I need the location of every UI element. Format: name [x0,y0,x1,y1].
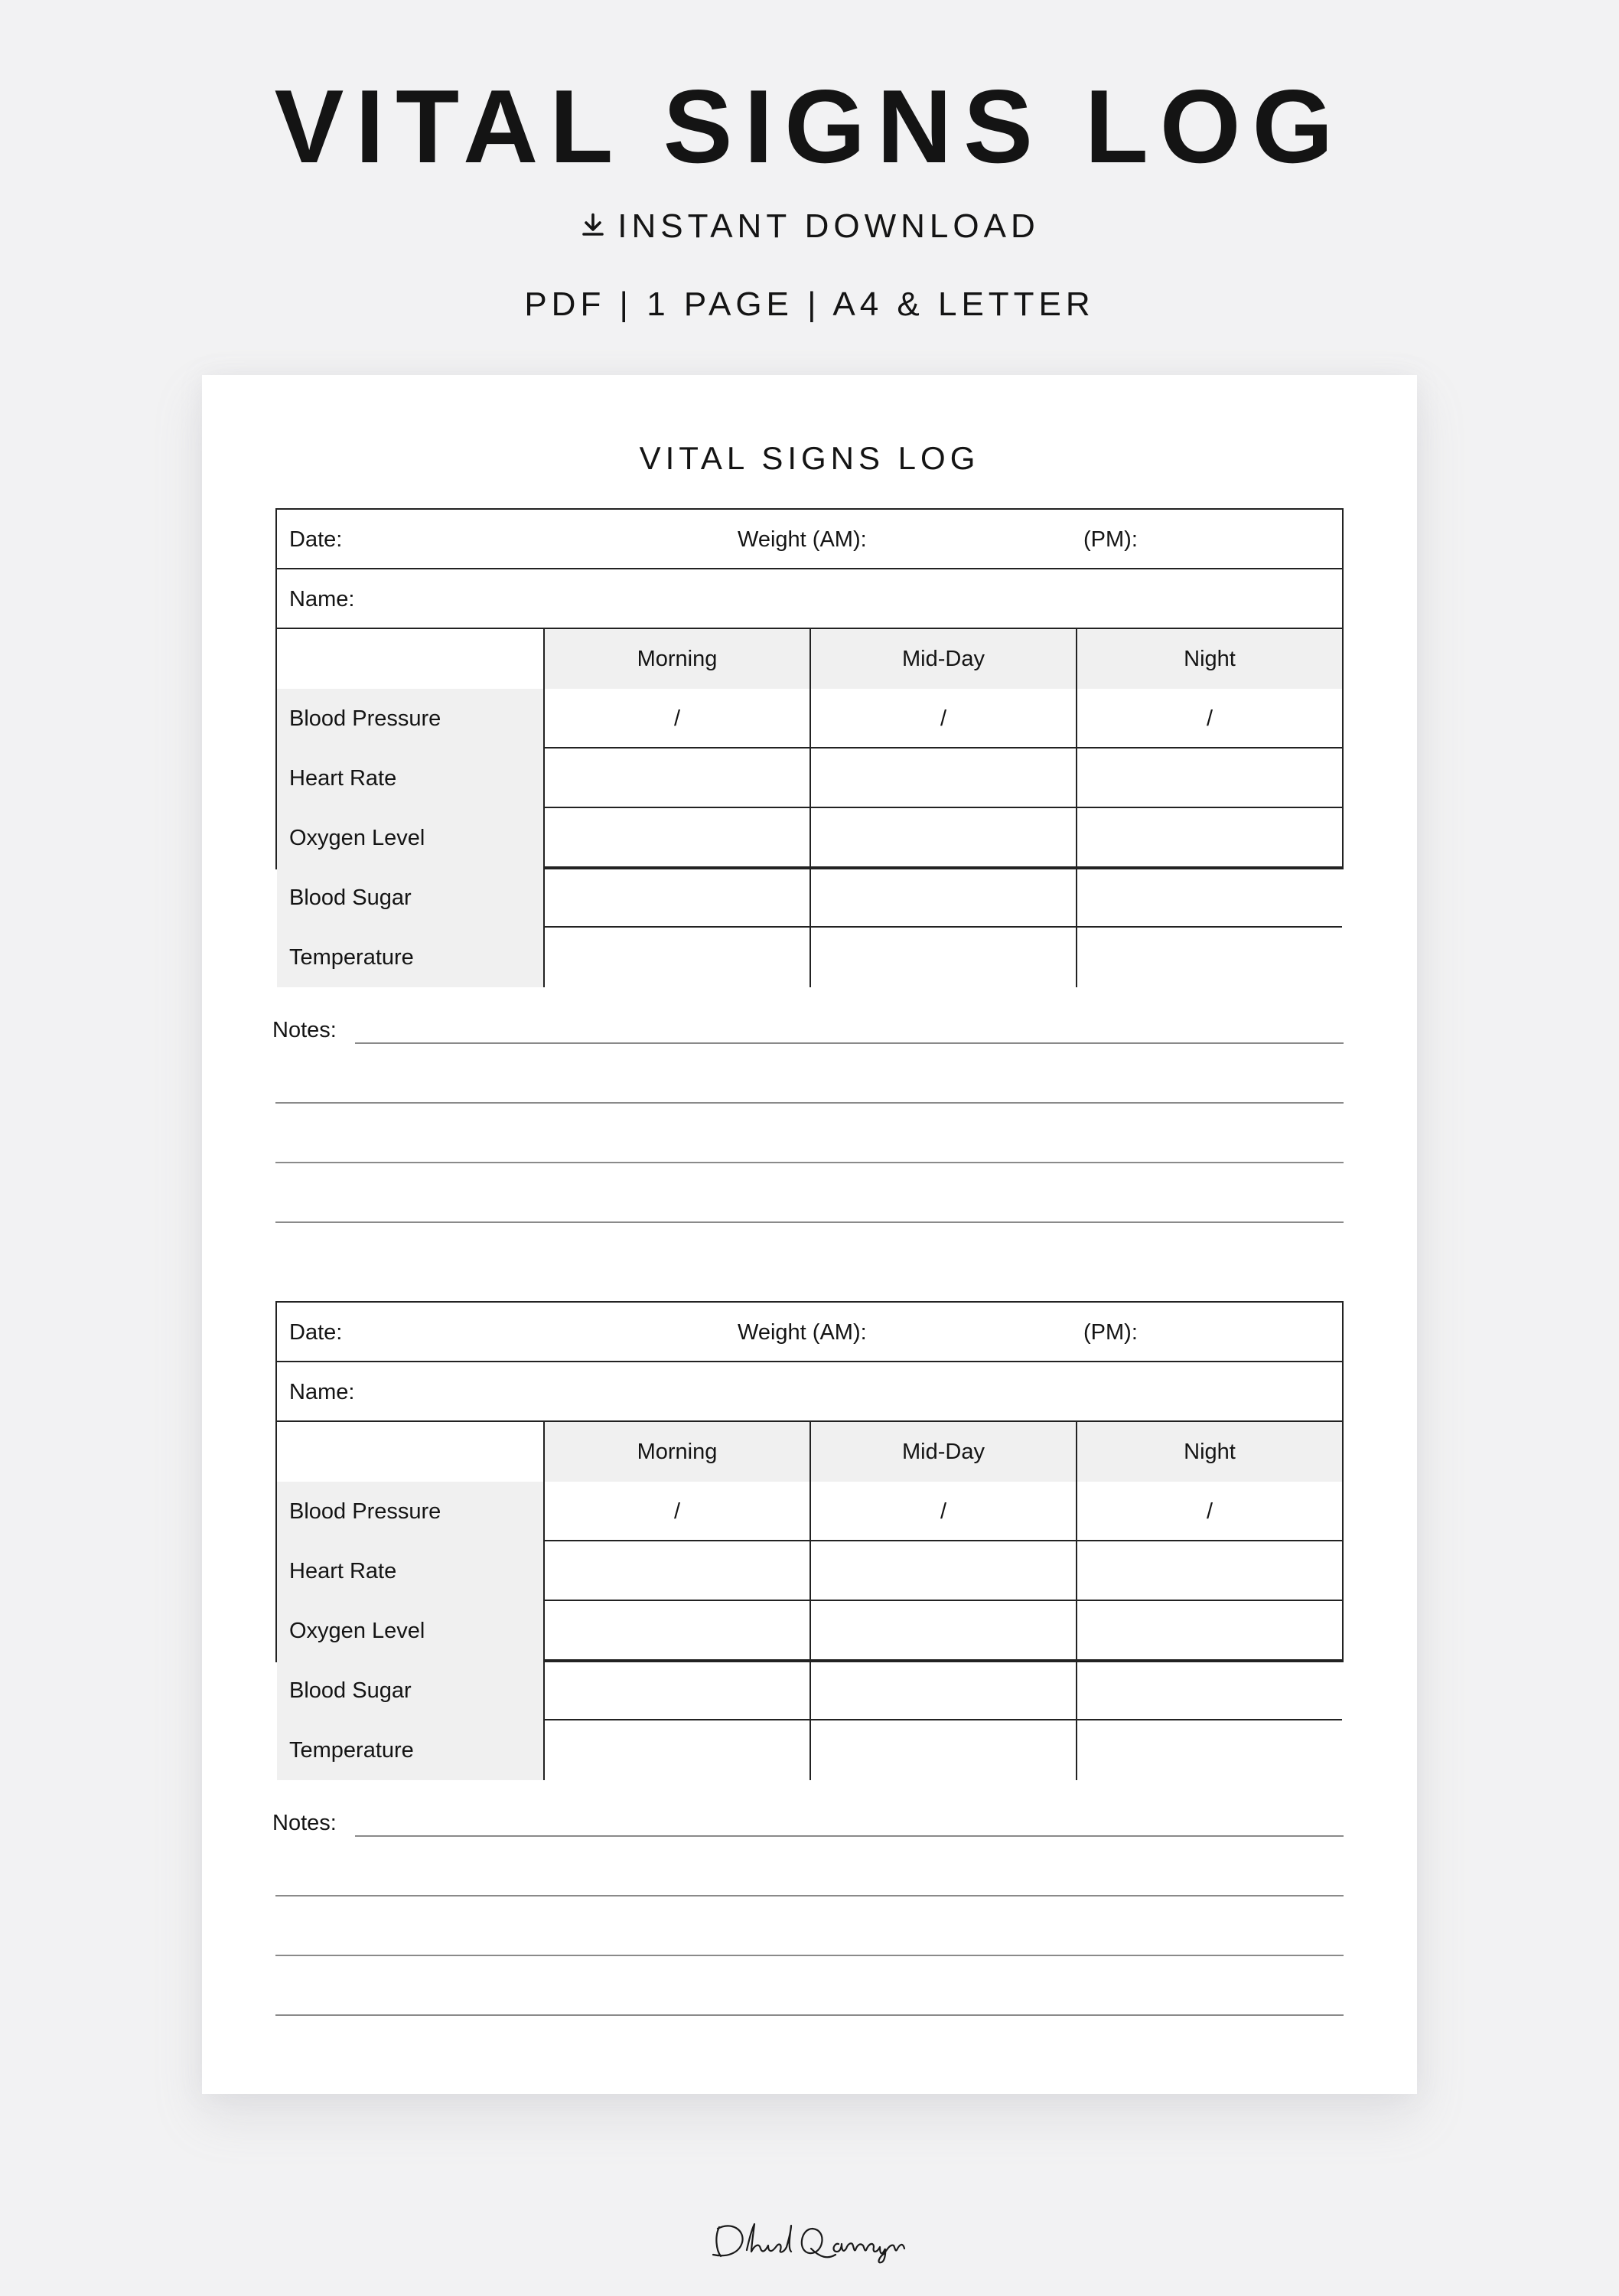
signature-logo [709,2213,910,2267]
date-weight-row [277,510,1342,569]
table-row [277,808,1342,868]
bp-night-cell: / [1076,689,1342,748]
vital-signs-table [275,1301,1344,1763]
corner-cell [277,629,543,689]
bp-mid-day-cell: / [810,689,1076,748]
notes-label: Notes: [272,1811,337,1835]
table-row [277,1601,1342,1661]
bp-night-cell: / [1076,1482,1342,1541]
entry-cell [810,1720,1076,1780]
table-row [277,1482,1342,1541]
name-row [277,1362,1342,1422]
notes-line [275,1102,1344,1104]
column-header-morning: Morning [543,1422,810,1482]
weight-am-label: Weight (AM): [738,1320,867,1345]
sheet-title: VITAL SIGNS LOG [639,440,980,476]
corner-cell [277,1422,543,1482]
entry-cell [810,1601,1076,1661]
vital-signs-table [275,508,1344,970]
entry-cell [1076,1601,1342,1661]
entry-cell [1076,1541,1342,1601]
entry-cell [810,748,1076,808]
row-label-blood-pressure: Blood Pressure [277,1482,543,1541]
notes-line [275,2014,1344,2016]
notes-line [355,1042,1344,1044]
table-row [277,928,1342,987]
page-title: VITAL SIGNS LOG [274,68,1345,184]
entry-cell [810,868,1076,928]
name-label: Name: [289,1380,355,1404]
date-weight-row [277,1303,1342,1362]
entry-cell [810,808,1076,868]
printable-sheet [202,375,1417,2094]
column-header-mid-day: Mid-Day [810,1422,1076,1482]
weight-am-label: Weight (AM): [738,527,867,552]
row-label-oxygen-level: Oxygen Level [277,1601,543,1661]
format-line: PDF | 1 PAGE | A4 & LETTER [524,285,1095,323]
row-label-heart-rate: Heart Rate [277,1541,543,1601]
notes-line [275,1162,1344,1163]
entry-cell [543,868,810,928]
entry-cell [810,1541,1076,1601]
row-label-blood-sugar: Blood Sugar [277,1661,543,1720]
entry-cell [543,1601,810,1661]
row-label-temperature: Temperature [277,1720,543,1780]
bp-morning-cell: / [543,1482,810,1541]
row-label-heart-rate: Heart Rate [277,748,543,808]
entry-cell [543,748,810,808]
table-row [277,1720,1342,1780]
entry-cell [543,808,810,868]
column-header-row [277,1422,1342,1482]
table-row [277,868,1342,928]
notes-line [275,1955,1344,1956]
column-header-morning: Morning [543,629,810,689]
download-icon [579,211,607,239]
entry-cell [1076,928,1342,987]
date-label: Date: [289,527,343,552]
table-row [277,748,1342,808]
column-header-mid-day: Mid-Day [810,629,1076,689]
entry-cell [1076,808,1342,868]
entry-cell [543,1541,810,1601]
table-row [277,1541,1342,1601]
entry-cell [543,1661,810,1720]
table-row [277,689,1342,748]
row-label-blood-pressure: Blood Pressure [277,689,543,748]
weight-pm-label: (PM): [1083,527,1138,552]
entry-cell [810,1661,1076,1720]
instant-download-label: INSTANT DOWNLOAD [617,207,1040,245]
notes-line [275,1221,1344,1223]
notes-line [355,1835,1344,1837]
column-header-night: Night [1076,1422,1342,1482]
notes-label: Notes: [272,1018,337,1042]
notes-line [275,1895,1344,1896]
name-row [277,569,1342,629]
entry-cell [1076,1661,1342,1720]
column-header-row [277,629,1342,689]
row-label-blood-sugar: Blood Sugar [277,868,543,928]
name-label: Name: [289,587,355,612]
table-row [277,1661,1342,1720]
row-label-oxygen-level: Oxygen Level [277,808,543,868]
bp-morning-cell: / [543,689,810,748]
row-label-temperature: Temperature [277,928,543,987]
entry-cell [1076,748,1342,808]
entry-cell [810,928,1076,987]
column-header-night: Night [1076,629,1342,689]
date-label: Date: [289,1320,343,1345]
entry-cell [1076,1720,1342,1780]
bp-mid-day-cell: / [810,1482,1076,1541]
entry-cell [543,928,810,987]
entry-cell [543,1720,810,1780]
weight-pm-label: (PM): [1083,1320,1138,1345]
entry-cell [1076,868,1342,928]
instant-download-line [0,207,1619,246]
